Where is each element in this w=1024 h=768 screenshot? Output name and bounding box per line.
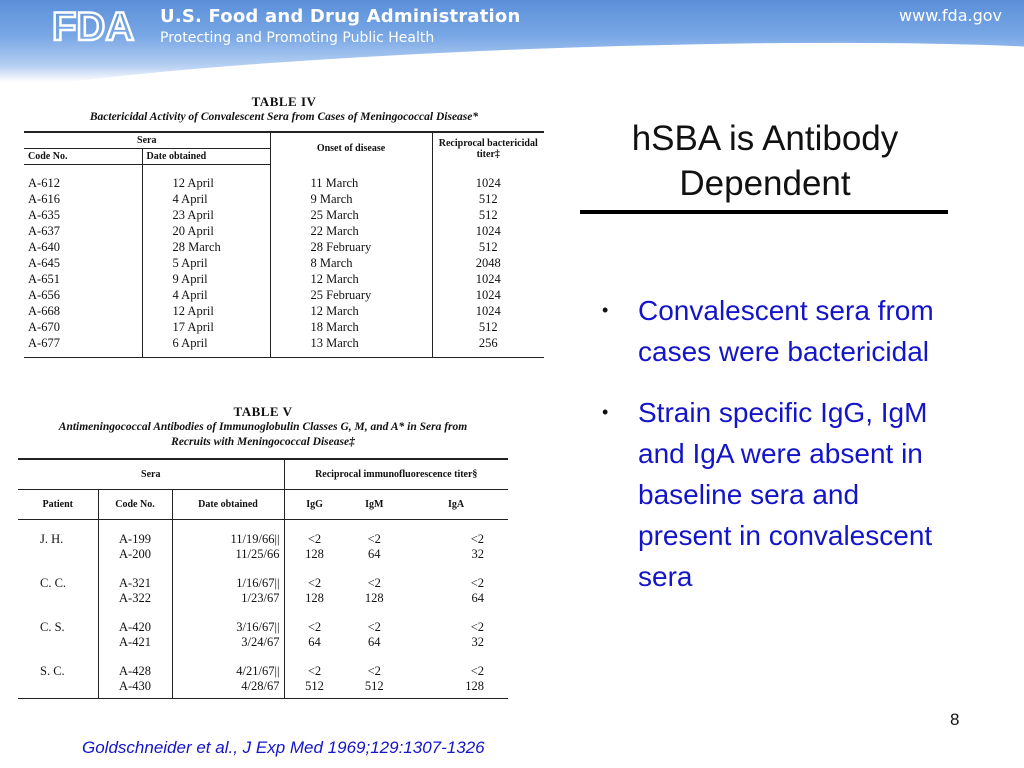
fda-logo <box>52 6 144 46</box>
cell-titer: 512 <box>478 192 498 206</box>
cell-code: A-651 <box>24 271 142 287</box>
cell-code: A-420 <box>98 606 172 635</box>
cell-titer: 1024 <box>475 272 501 286</box>
cell-iga: <2 <box>470 663 484 678</box>
cell-date: 5 April <box>142 255 270 271</box>
cell-date: 3/16/67|| <box>172 606 284 635</box>
table-v-titer-header: Reciprocal immunofluorescence titer§ <box>284 459 508 489</box>
cell-code: A-640 <box>24 239 142 255</box>
cell-titer: 256 <box>478 336 498 350</box>
fda-logo-text: FDA <box>52 6 135 46</box>
table-iv-caption: TABLE IV <box>251 94 317 109</box>
table-row <box>24 207 544 223</box>
cell-igm: 128 <box>364 590 384 605</box>
cell-code: A-668 <box>24 303 142 319</box>
table-iv <box>24 94 544 358</box>
cell-igg: 64 <box>308 634 321 649</box>
cell-code: A-199 <box>98 519 172 547</box>
cell-igm: <2 <box>367 575 381 590</box>
cell-igm: 512 <box>364 678 384 693</box>
cell-onset: 12 March <box>270 271 432 287</box>
table-row <box>24 255 544 271</box>
table-iv-col-code: Code No. <box>24 149 142 165</box>
cell-iga: 32 <box>471 546 484 561</box>
cell-onset: 22 March <box>270 223 432 239</box>
cell-iga: 64 <box>471 590 484 605</box>
cell-patient: S. C. <box>18 650 98 679</box>
cell-code: A-656 <box>24 287 142 303</box>
cell-titer: 512 <box>478 320 498 334</box>
table-v-caption: TABLE V <box>233 404 293 419</box>
cell-igg: <2 <box>307 619 322 634</box>
cell-date: 17 April <box>142 319 270 335</box>
table-row <box>18 606 508 635</box>
table-row <box>24 271 544 287</box>
cell-onset: 11 March <box>270 165 432 192</box>
cell-date: 1/16/67|| <box>172 562 284 591</box>
cell-onset: 8 March <box>270 255 432 271</box>
cell-igg: 128 <box>305 590 324 605</box>
cell-onset: 13 March <box>270 335 432 358</box>
cell-igm: <2 <box>367 531 381 546</box>
cell-patient: C. C. <box>18 562 98 591</box>
table-v <box>18 404 508 699</box>
bullet-item <box>602 392 942 597</box>
cell-date: 11/19/66|| <box>172 519 284 547</box>
table-v-subtitle-1: Antimeningococcal Antibodies of Immunoglobulin Classes G, M, and A* in Sera from <box>58 421 468 433</box>
cell-igm: <2 <box>367 619 381 634</box>
cell-patient <box>18 635 98 650</box>
cell-igm: <2 <box>367 663 381 678</box>
cell-patient <box>18 591 98 606</box>
table-row <box>18 591 508 606</box>
title-underline <box>580 210 948 214</box>
table-row <box>18 562 508 591</box>
table-v-col-code: Code No. <box>98 489 172 519</box>
table-iv-col-titer: Reciprocal bactericidal titer‡ <box>438 137 538 160</box>
cell-iga: <2 <box>470 619 484 634</box>
org-name: U.S. Food and Drug Administration <box>160 6 521 27</box>
cell-onset: 28 February <box>270 239 432 255</box>
table-v-col-igg: IgG <box>284 489 345 519</box>
table-v-col-patient: Patient <box>18 489 98 519</box>
table-row <box>24 303 544 319</box>
cell-date: 9 April <box>142 271 270 287</box>
bullet-list <box>602 290 942 617</box>
bullet-text: Strain specific IgG, IgM and IgA were absent in baseline sera and present in convalescent sera <box>638 397 933 592</box>
cell-titer: 1024 <box>475 175 501 190</box>
table-row <box>24 191 544 207</box>
cell-onset: 18 March <box>270 319 432 335</box>
cell-iga: 128 <box>465 678 484 693</box>
table-row <box>24 165 544 192</box>
cell-onset: 9 March <box>270 191 432 207</box>
cell-patient: J. H. <box>18 519 98 547</box>
header-banner <box>0 0 1024 82</box>
table-v-col-iga: IgA <box>404 489 508 519</box>
cell-code: A-645 <box>24 255 142 271</box>
bullet-dot-icon: • <box>602 402 609 422</box>
cell-code: A-677 <box>24 335 142 358</box>
table-row <box>24 335 544 358</box>
table-iv-sera-header: Sera <box>24 132 270 149</box>
cell-igg: 512 <box>305 678 324 693</box>
table-row <box>18 650 508 679</box>
cell-titer: 1024 <box>475 224 501 238</box>
table-row <box>18 635 508 650</box>
table-v-sera-header: Sera <box>18 459 284 489</box>
cell-code: A-428 <box>98 650 172 679</box>
table-iv-body <box>24 165 544 358</box>
table-row <box>24 223 544 239</box>
cell-date: 28 March <box>142 239 270 255</box>
cell-code: A-612 <box>24 165 142 192</box>
cell-titer: 1024 <box>475 288 501 302</box>
cell-date: 20 April <box>142 223 270 239</box>
cell-date: 4 April <box>142 191 270 207</box>
table-iv-col-date: Date obtained <box>142 149 270 165</box>
cell-date: 1/23/67 <box>172 591 284 606</box>
cell-date: 12 April <box>142 303 270 319</box>
table-iv-col-onset: Onset of disease <box>270 132 432 165</box>
cell-patient <box>18 679 98 699</box>
cell-igg: <2 <box>307 531 322 546</box>
cell-code: A-635 <box>24 207 142 223</box>
table-v-col-date: Date obtained <box>172 489 284 519</box>
cell-titer: 2048 <box>475 256 501 270</box>
cell-code: A-200 <box>98 547 172 562</box>
slide-title-line-1: hSBA is Antibody <box>631 119 899 158</box>
table-v-grid <box>18 458 508 699</box>
slide-title-line-2: Dependent <box>679 164 851 203</box>
cell-patient: C. S. <box>18 606 98 635</box>
cell-igm: 64 <box>368 546 381 561</box>
cell-onset: 25 March <box>270 207 432 223</box>
table-row <box>18 679 508 699</box>
cell-igg: <2 <box>307 575 322 590</box>
cell-date: 6 April <box>142 335 270 358</box>
header-swoosh <box>0 27 1024 82</box>
cell-code: A-670 <box>24 319 142 335</box>
cell-date: 4 April <box>142 287 270 303</box>
bullet-item <box>602 290 942 372</box>
cell-onset: 25 February <box>270 287 432 303</box>
cell-igg: <2 <box>307 663 322 678</box>
cell-igg: 128 <box>305 546 324 561</box>
cell-igm: 64 <box>368 634 381 649</box>
cell-date: 23 April <box>142 207 270 223</box>
table-v-subtitle-2: Recruits with Meningococcal Disease‡ <box>171 436 355 448</box>
table-iv-grid <box>24 131 544 358</box>
table-row <box>24 319 544 335</box>
cell-patient <box>18 547 98 562</box>
cell-date: 11/25/66 <box>172 547 284 562</box>
org-tagline: Protecting and Promoting Public Health <box>160 30 435 46</box>
cell-onset: 12 March <box>270 303 432 319</box>
cell-titer: 512 <box>478 208 498 222</box>
cell-date: 12 April <box>142 165 270 192</box>
cell-code: A-421 <box>98 635 172 650</box>
cell-date: 3/24/67 <box>172 635 284 650</box>
table-row <box>18 547 508 562</box>
cell-date: 4/21/67|| <box>172 650 284 679</box>
table-row <box>24 287 544 303</box>
cell-titer: 1024 <box>475 304 501 318</box>
cell-code: A-637 <box>24 223 142 239</box>
cell-titer: 512 <box>478 240 498 254</box>
bullet-text: Convalescent sera from cases were bactericidal <box>638 295 934 367</box>
table-iv-subtitle: Bactericidal Activity of Convalescent Sera from Cases of Meningococcal Disease* <box>89 111 479 123</box>
table-row <box>18 519 508 547</box>
cell-date: 4/28/67 <box>172 679 284 699</box>
table-v-body <box>18 519 508 698</box>
cell-iga: <2 <box>470 531 484 546</box>
cell-code: A-430 <box>98 679 172 699</box>
site-url[interactable]: www.fda.gov <box>899 6 1002 25</box>
slide-title <box>582 116 948 206</box>
table-row <box>24 239 544 255</box>
bullet-dot-icon: • <box>602 300 609 320</box>
cell-iga: <2 <box>470 575 484 590</box>
page-number: 8 <box>950 710 960 729</box>
cell-code: A-616 <box>24 191 142 207</box>
cell-code: A-321 <box>98 562 172 591</box>
cell-code: A-322 <box>98 591 172 606</box>
table-v-col-igm: IgM <box>345 489 404 519</box>
cell-iga: 32 <box>471 634 484 649</box>
citation: Goldschneider et al., J Exp Med 1969;129:1307-1326 <box>82 738 485 757</box>
